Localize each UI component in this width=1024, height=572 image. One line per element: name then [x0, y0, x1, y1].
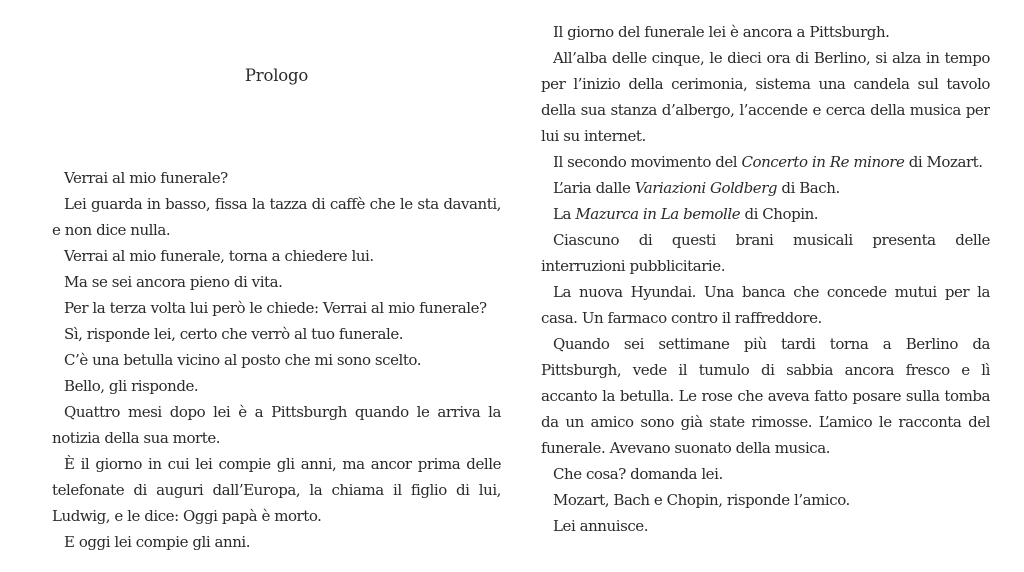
text-line: Quattro mesi dopo lei è a Pittsburgh quando le arriva la — [64, 403, 501, 421]
text-span: Mozart, Bach e Chopin, risponde l’amico. — [553, 491, 850, 509]
right-page — [541, 0, 990, 572]
text-line — [541, 279, 990, 305]
text-line — [541, 71, 990, 97]
text-span: funerale. Avevano suonato della musica. — [541, 439, 831, 457]
text-line — [541, 45, 990, 71]
right-page-text — [541, 19, 990, 539]
text-line: C’è una betulla vicino al posto che mi sono scelto. — [64, 351, 422, 369]
text-line — [541, 331, 990, 357]
text-span: Lei annuisce. — [553, 517, 649, 535]
text-line — [541, 253, 990, 279]
left-page — [52, 0, 501, 572]
text-line: Per la terza volta lui però le chiede: Verrai al mio funerale? — [64, 299, 487, 317]
text-span: da un amico sono già state rimosse. L’amico le racconta del — [541, 413, 990, 431]
text-line — [541, 19, 990, 45]
text-span: All’alba delle cinque, le dieci ora di Berlino, si alza in tempo — [553, 49, 990, 67]
text-line: telefonate di auguri dall’Europa, la chiama il figlio di lui, — [52, 481, 501, 499]
text-line: Verrai al mio funerale? — [64, 169, 228, 187]
text-span: Pittsburgh, vede il tumulo di sabbia ancora fresco e lì — [541, 361, 990, 379]
text-span: Quando sei settimane più tardi torna a Berlino da — [553, 335, 990, 353]
text-line: Ma se sei ancora pieno di vita. — [64, 273, 283, 291]
text-line: È il giorno in cui lei compie gli anni, ma ancor prima delle — [64, 455, 501, 473]
text-line — [541, 487, 990, 513]
text-span: La nuova Hyundai. Una banca che concede mutui per la — [553, 283, 990, 301]
text-line: E oggi lei compie gli anni. — [64, 533, 251, 551]
italic-title: Concerto in Re minore — [741, 153, 905, 171]
chapter-title: Prologo — [244, 66, 309, 85]
text-span: L’aria dalle — [553, 179, 635, 197]
italic-title: Mazurca in La bemolle — [575, 205, 741, 223]
text-line: Sì, risponde lei, certo che verrò al tuo funerale. — [64, 325, 404, 343]
text-line — [541, 305, 990, 331]
text-span: di Bach. — [777, 179, 840, 197]
italic-title: Variazioni Goldberg — [634, 179, 778, 197]
text-line — [541, 357, 990, 383]
text-span: per l’inizio della cerimonia, sistema una candela sul tavolo — [541, 75, 990, 93]
text-line — [541, 123, 990, 149]
text-span: La — [553, 205, 576, 223]
left-page-text — [52, 165, 501, 555]
text-line: Lei guarda in basso, fissa la tazza di caffè che le sta davanti, — [64, 195, 501, 213]
text-span: Il secondo movimento del — [553, 153, 742, 171]
text-span: di Mozart. — [904, 153, 983, 171]
text-span: accanto la betulla. Le rose che aveva fatto posare sulla tomba — [541, 387, 990, 405]
text-line: notizia della sua morte. — [52, 429, 221, 447]
text-span: Il giorno del funerale lei è ancora a Pittsburgh. — [553, 23, 890, 41]
text-line — [541, 175, 990, 201]
text-span: lui su internet. — [541, 127, 646, 145]
text-line — [541, 201, 990, 227]
text-line — [541, 227, 990, 253]
text-span: interruzioni pubblicitarie. — [541, 257, 726, 275]
text-line — [541, 383, 990, 409]
text-line — [541, 97, 990, 123]
text-line — [541, 149, 990, 175]
text-line — [541, 409, 990, 435]
text-span: Che cosa? domanda lei. — [553, 465, 723, 483]
text-line: Verrai al mio funerale, torna a chiedere lui. — [64, 247, 374, 265]
text-line: e non dice nulla. — [52, 221, 171, 239]
text-line — [541, 461, 990, 487]
text-line: Bello, gli risponde. — [64, 377, 199, 395]
text-span: di Chopin. — [740, 205, 819, 223]
text-span: della sua stanza d’albergo, l’accende e cerca della musica per — [541, 101, 990, 119]
text-line: Ludwig, e le dice: Oggi papà è morto. — [52, 507, 322, 525]
text-span: Ciascuno di questi brani musicali presenta delle — [553, 231, 990, 249]
text-line — [541, 435, 990, 461]
text-span: casa. Un farmaco contro il raffreddore. — [541, 309, 822, 327]
text-line — [541, 513, 990, 539]
